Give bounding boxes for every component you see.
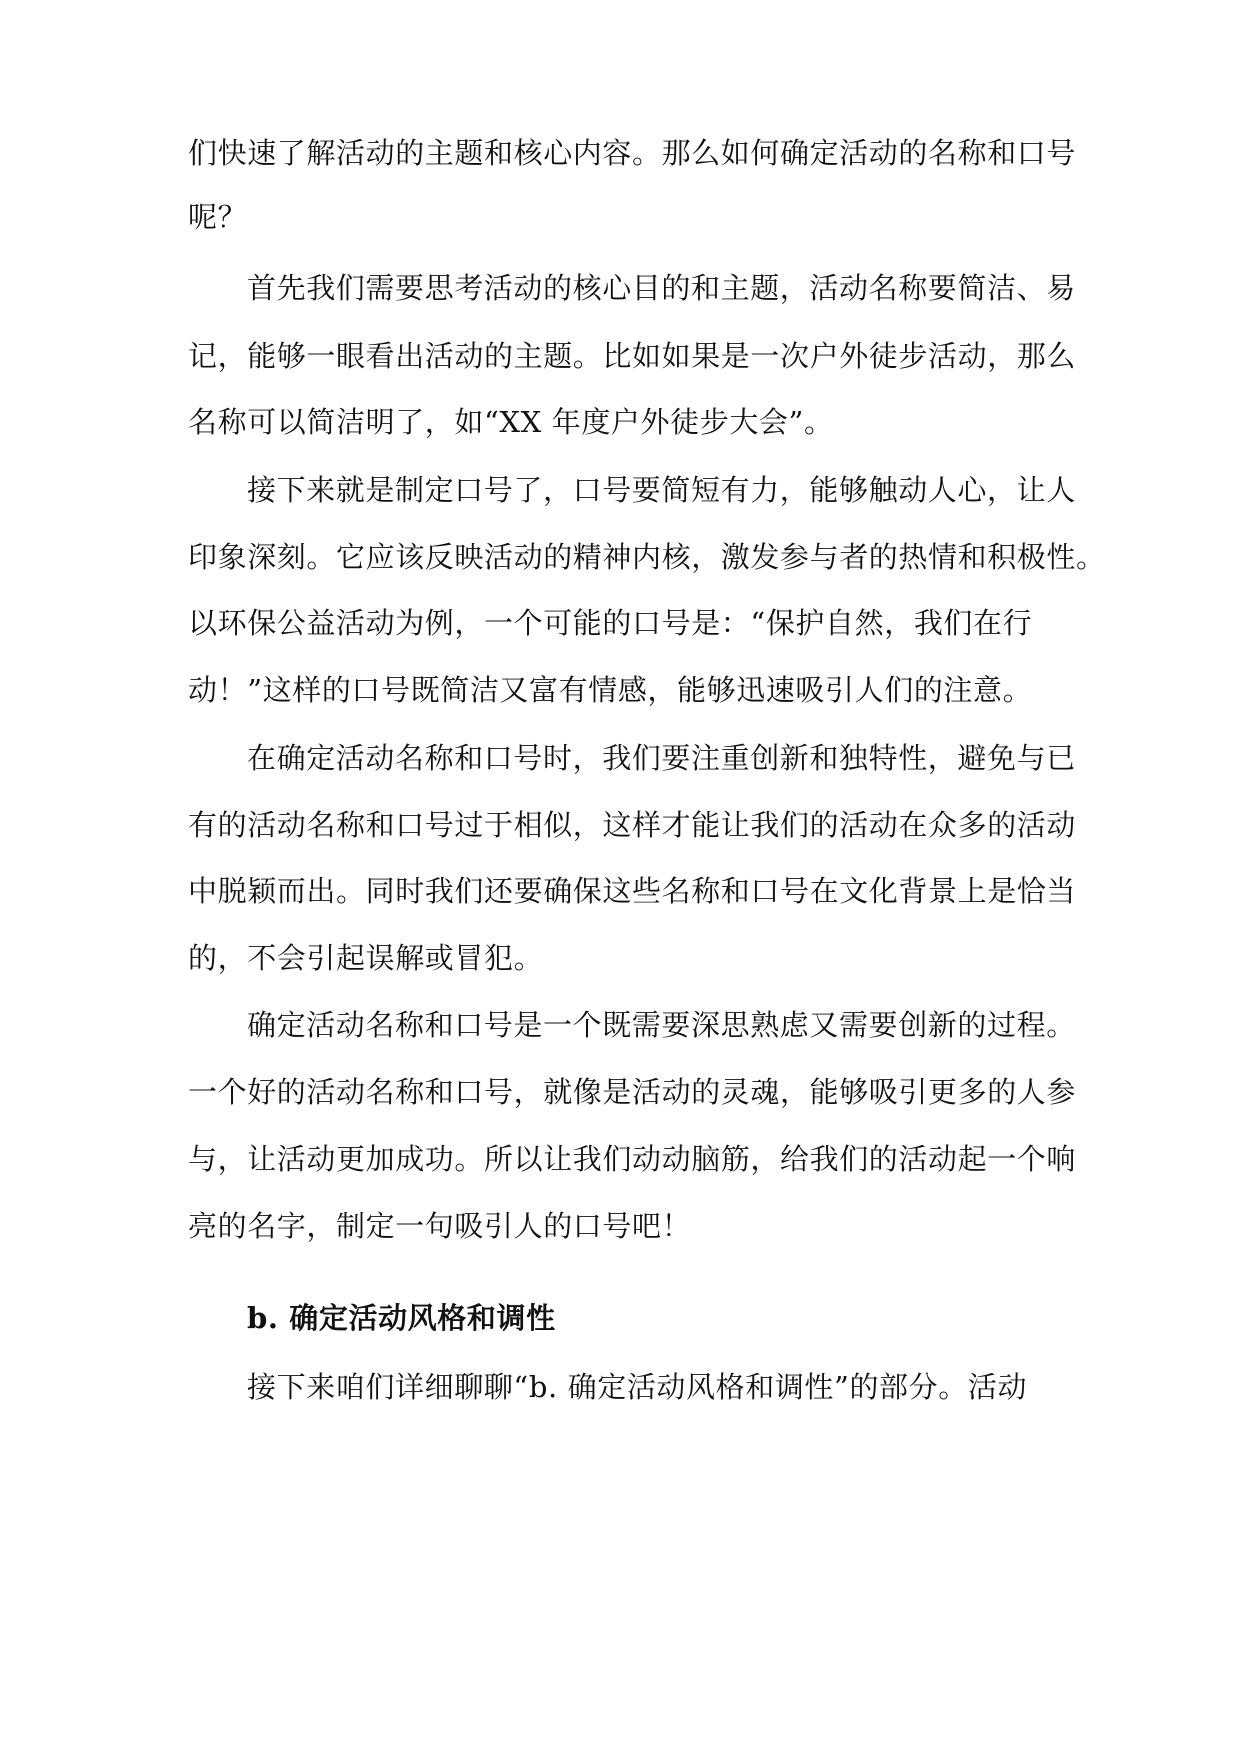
- paragraph-line: 接下来就是制定口号了，口号要简短有力，能够触动人心，让人: [247, 473, 1076, 507]
- paragraph-line: 呢？: [188, 200, 248, 234]
- paragraph-line: 中脱颖而出。同时我们还要确保这些名称和口号在文化背景上是恰当: [188, 874, 1077, 908]
- paragraph-line: 与，让活动更加成功。所以让我们动动脑筋，给我们的活动起一个响: [188, 1142, 1077, 1176]
- paragraph-line: 的，不会引起误解或冒犯。: [188, 941, 544, 975]
- paragraph-line: 记，能够一眼看出活动的主题。比如如果是一次户外徒步活动，那么: [188, 339, 1077, 373]
- section-heading: b. 确定活动风格和调性: [247, 1301, 556, 1335]
- paragraph-line: 接下来咱们详细聊聊“b. 确定活动风格和调性”的部分。活动: [247, 1370, 1028, 1404]
- paragraph-line: 们快速了解活动的主题和核心内容。那么如何确定活动的名称和口号: [188, 136, 1077, 170]
- paragraph-line: 首先我们需要思考活动的核心目的和主题，活动名称要简洁、易: [247, 271, 1076, 305]
- paragraph-line: 动！”这样的口号既简洁又富有情感，能够迅速吸引人们的注意。: [188, 673, 1033, 707]
- paragraph-line: 亮的名字，制定一句吸引人的口号吧！: [188, 1209, 692, 1243]
- paragraph-line: 印象深刻。它应该反映活动的精神内核，激发参与者的热情和积极性。: [188, 540, 1106, 574]
- paragraph-line: 在确定活动名称和口号时，我们要注重创新和独特性，避免与已: [247, 741, 1076, 775]
- paragraph-line: 确定活动名称和口号是一个既需要深思熟虑又需要创新的过程。: [247, 1008, 1076, 1042]
- paragraph-line: 一个好的活动名称和口号，就像是活动的灵魂，能够吸引更多的人参: [188, 1075, 1077, 1109]
- paragraph-line: 名称可以简洁明了，如“XX 年度户外徒步大会”。: [188, 405, 834, 439]
- paragraph-line: 有的活动名称和口号过于相似，这样才能让我们的活动在众多的活动: [188, 808, 1077, 842]
- paragraph-line: 以环保公益活动为例，一个可能的口号是：“保护自然，我们在行: [188, 606, 1033, 640]
